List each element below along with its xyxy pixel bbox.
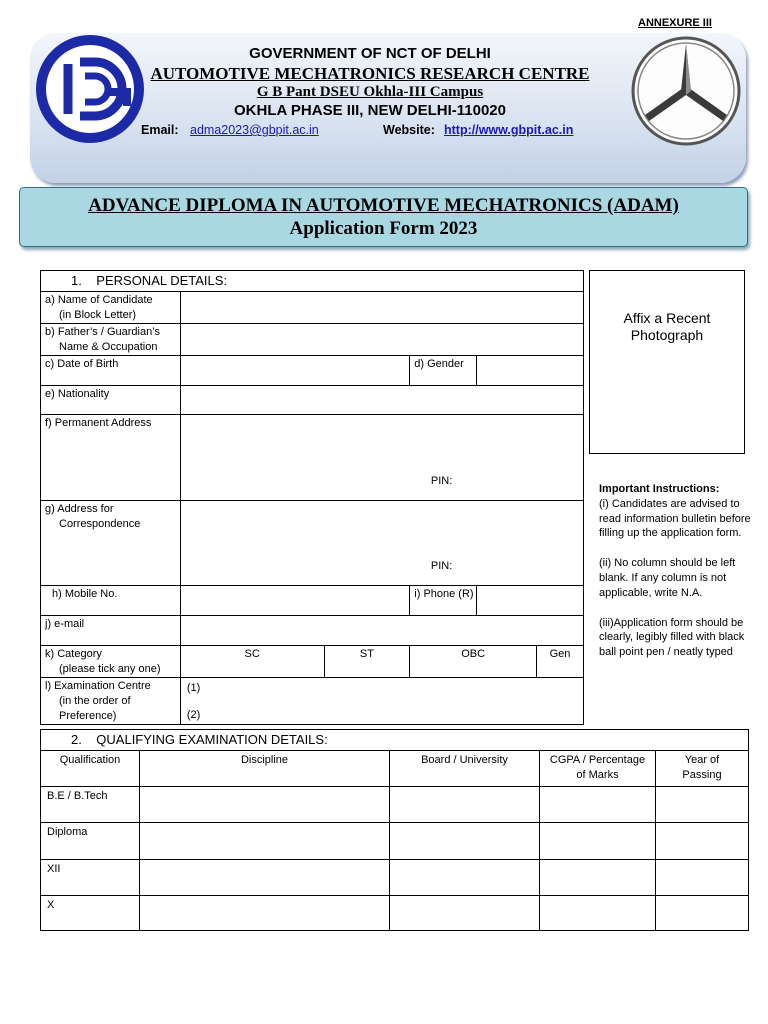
mobile-field[interactable] xyxy=(180,586,409,616)
row-cell[interactable] xyxy=(140,896,390,931)
email-field-label: j) e-mail xyxy=(41,616,181,646)
table-row xyxy=(41,860,749,896)
photo-line-2: Photograph xyxy=(630,327,704,343)
pin-label: PIN: xyxy=(430,560,453,572)
nationality-label: e) Nationality xyxy=(41,386,181,415)
category-gen[interactable]: Gen xyxy=(537,646,584,678)
exam-centre-field[interactable] xyxy=(180,678,583,725)
col-cgpa: CGPA / Percentage of Marks xyxy=(540,751,656,787)
category-obc[interactable]: OBC xyxy=(410,646,537,678)
exam-centre-label: l) Examination Centre (in the order of Preference) xyxy=(41,678,181,725)
row-cell[interactable] xyxy=(540,896,656,931)
row-cell[interactable] xyxy=(140,860,390,896)
section-number: 1. xyxy=(71,273,82,288)
father-label: b) Father’s / Guardian’s Name & Occupation xyxy=(41,324,181,356)
annexure-label: ANNEXURE III xyxy=(638,17,712,29)
banner-title: ADVANCE DIPLOMA IN AUTOMOTIVE MECHATRONICS (ADAM) xyxy=(88,195,679,216)
gender-field[interactable] xyxy=(477,356,584,386)
mobile-label: h) Mobile No. xyxy=(41,586,181,616)
banner-subtitle: Application Form 2023 xyxy=(289,218,478,239)
row-cell[interactable] xyxy=(540,823,656,860)
col-year: Year of Passing xyxy=(656,751,749,787)
qualifying-section-heading xyxy=(41,730,749,751)
permanent-address-label: f) Permanent Address xyxy=(41,415,181,501)
row-cell[interactable] xyxy=(140,787,390,823)
pin-label: PIN: xyxy=(430,475,453,487)
table-row xyxy=(41,787,749,823)
photo-line-1: Affix a Recent xyxy=(623,310,711,326)
section-number: 2. xyxy=(71,732,82,747)
dob-label: c) Date of Birth xyxy=(41,356,181,386)
row-cell[interactable] xyxy=(656,823,749,860)
row-cell[interactable] xyxy=(390,787,540,823)
table-row xyxy=(41,823,749,860)
phone-field[interactable] xyxy=(477,586,584,616)
row-cell[interactable] xyxy=(656,896,749,931)
email-link[interactable]: adma2023@gbpit.ac.in xyxy=(190,123,319,137)
address-title: OKHLA PHASE III, NEW DELHI-110020 xyxy=(233,102,506,119)
row-qualification: B.E / B.Tech xyxy=(41,787,140,823)
personal-section-heading xyxy=(41,271,584,292)
row-cell[interactable] xyxy=(390,860,540,896)
photo-box xyxy=(589,270,745,454)
category-label: k) Category (please tick any one) xyxy=(41,646,181,678)
col-qualification: Qualification xyxy=(41,751,140,787)
personal-details-table xyxy=(40,270,584,725)
table-row xyxy=(41,896,749,931)
qualifying-exam-table xyxy=(40,729,749,931)
campus-title: G B Pant DSEU Okhla-III Campus xyxy=(256,84,484,100)
instruction-1: (i) Candidates are advised to read information bulletin before filling up the application form. xyxy=(599,497,751,540)
row-cell[interactable] xyxy=(390,823,540,860)
instructions xyxy=(599,482,751,675)
dob-field[interactable] xyxy=(180,356,409,386)
correspondence-address-label: g) Address for Correspondence xyxy=(41,501,181,586)
instruction-3: (iii)Application form should be clearly, legibly filled with black ball point pen / neatly typed xyxy=(599,616,745,659)
preference-1: (1) xyxy=(186,682,201,694)
instruction-2: (ii) No column should be left blank. If any column is not applicable, write N.A. xyxy=(599,557,736,599)
phone-label: i) Phone (R) xyxy=(410,586,477,616)
father-field[interactable] xyxy=(180,324,583,356)
nationality-field[interactable] xyxy=(180,386,583,415)
name-field[interactable] xyxy=(180,292,583,324)
row-cell[interactable] xyxy=(656,787,749,823)
form-banner xyxy=(19,187,748,247)
email-label: Email: xyxy=(141,123,179,137)
website-label: Website: xyxy=(383,123,435,137)
category-st[interactable]: ST xyxy=(324,646,410,678)
row-cell[interactable] xyxy=(140,823,390,860)
govt-title: GOVERNMENT OF NCT OF DELHI xyxy=(249,45,491,62)
category-sc[interactable]: SC xyxy=(180,646,324,678)
permanent-address-field[interactable] xyxy=(180,415,583,501)
row-qualification: Diploma xyxy=(41,823,140,860)
correspondence-address-field[interactable] xyxy=(180,501,583,586)
email-input[interactable] xyxy=(180,616,583,646)
row-cell[interactable] xyxy=(656,860,749,896)
centre-title: AUTOMOTIVE MECHATRONICS RESEARCH CENTRE xyxy=(150,64,590,83)
section-title: QUALIFYING EXAMINATION DETAILS: xyxy=(96,732,328,747)
col-discipline: Discipline xyxy=(140,751,390,787)
section-title: PERSONAL DETAILS: xyxy=(96,273,228,288)
gender-label: d) Gender xyxy=(410,356,477,386)
row-qualification: XII xyxy=(41,860,140,896)
row-qualification: X xyxy=(41,896,140,931)
row-cell[interactable] xyxy=(390,896,540,931)
col-board: Board / University xyxy=(390,751,540,787)
instructions-title: Important Instructions: xyxy=(599,483,720,495)
row-cell[interactable] xyxy=(540,787,656,823)
preference-2: (2) xyxy=(186,709,201,721)
website-link[interactable]: http://www.gbpit.ac.in xyxy=(444,123,574,137)
row-cell[interactable] xyxy=(540,860,656,896)
name-label: a) Name of Candidate (in Block Letter) xyxy=(41,292,181,324)
